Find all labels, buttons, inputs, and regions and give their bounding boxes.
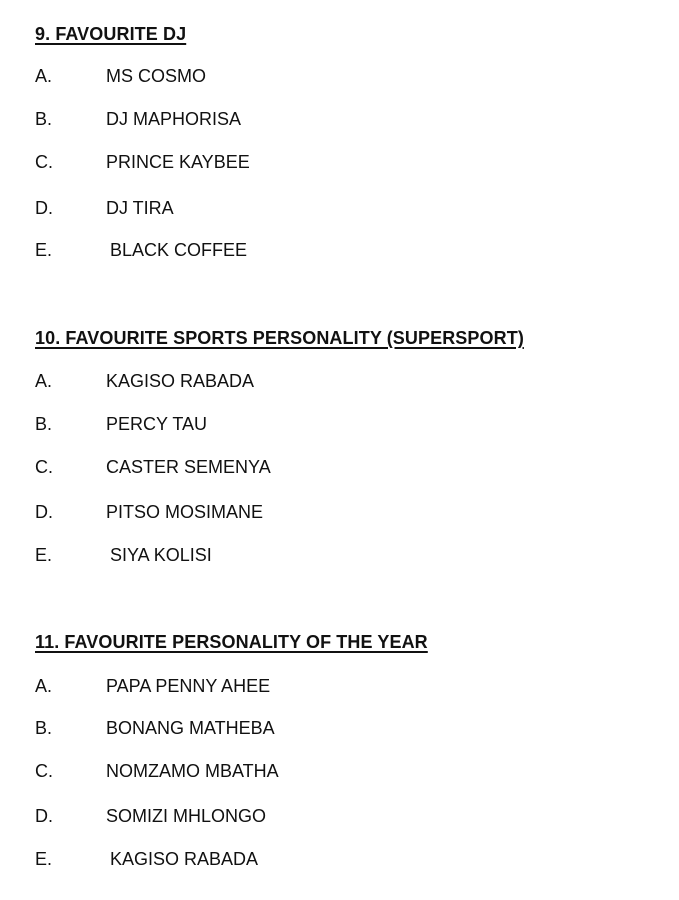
option-text: SOMIZI MHLONGO (106, 806, 267, 826)
option-text: PRINCE KAYBEE (106, 152, 250, 172)
option-row (0, 457, 679, 481)
option-text: CASTER SEMENYA (106, 457, 271, 477)
option-row (0, 66, 679, 90)
option-row (0, 676, 679, 700)
section-heading-favourite-sports-personality: 10. FAVOURITE SPORTS PERSONALITY (SUPERSPORT) (35, 328, 524, 348)
option-letter: B. (35, 718, 53, 738)
option-text: PERCY TAU (106, 414, 208, 434)
option-text: NOMZAMO MBATHA (106, 761, 279, 781)
option-text: MS COSMO (106, 66, 207, 86)
option-letter: E. (35, 240, 53, 260)
option-text: DJ TIRA (106, 198, 174, 218)
section-heading-favourite-dj: 9. FAVOURITE DJ (35, 24, 187, 44)
option-text: KAGISO RABADA (110, 849, 259, 869)
option-row (0, 849, 679, 873)
option-text: KAGISO RABADA (106, 371, 255, 391)
option-letter: A. (35, 676, 53, 696)
option-letter: D. (35, 806, 53, 826)
option-letter: D. (35, 502, 53, 522)
option-text: PAPA PENNY AHEE (106, 676, 271, 696)
option-letter: C. (35, 152, 53, 172)
option-letter: B. (35, 414, 53, 434)
option-row (0, 109, 679, 133)
option-letter: B. (35, 109, 53, 129)
option-row (0, 371, 679, 395)
option-row (0, 545, 679, 569)
option-text: PITSO MOSIMANE (106, 502, 264, 522)
option-text: DJ MAPHORISA (106, 109, 242, 129)
option-letter: A. (35, 66, 53, 86)
option-text: SIYA KOLISI (110, 545, 212, 565)
option-letter: E. (35, 849, 53, 869)
option-row (0, 414, 679, 438)
option-text: BONANG MATHEBA (106, 718, 275, 738)
option-row (0, 718, 679, 742)
option-letter: A. (35, 371, 53, 391)
option-letter: D. (35, 198, 53, 218)
option-row (0, 198, 679, 222)
option-row (0, 806, 679, 830)
option-letter: C. (35, 761, 53, 781)
option-text: BLACK COFFEE (110, 240, 248, 260)
option-row (0, 152, 679, 176)
option-letter: C. (35, 457, 53, 477)
option-letter: E. (35, 545, 53, 565)
section-heading-favourite-personality-of-the-year: 11. FAVOURITE PERSONALITY OF THE YEAR (35, 632, 428, 652)
option-row (0, 761, 679, 785)
option-row (0, 502, 679, 526)
option-row (0, 240, 679, 264)
